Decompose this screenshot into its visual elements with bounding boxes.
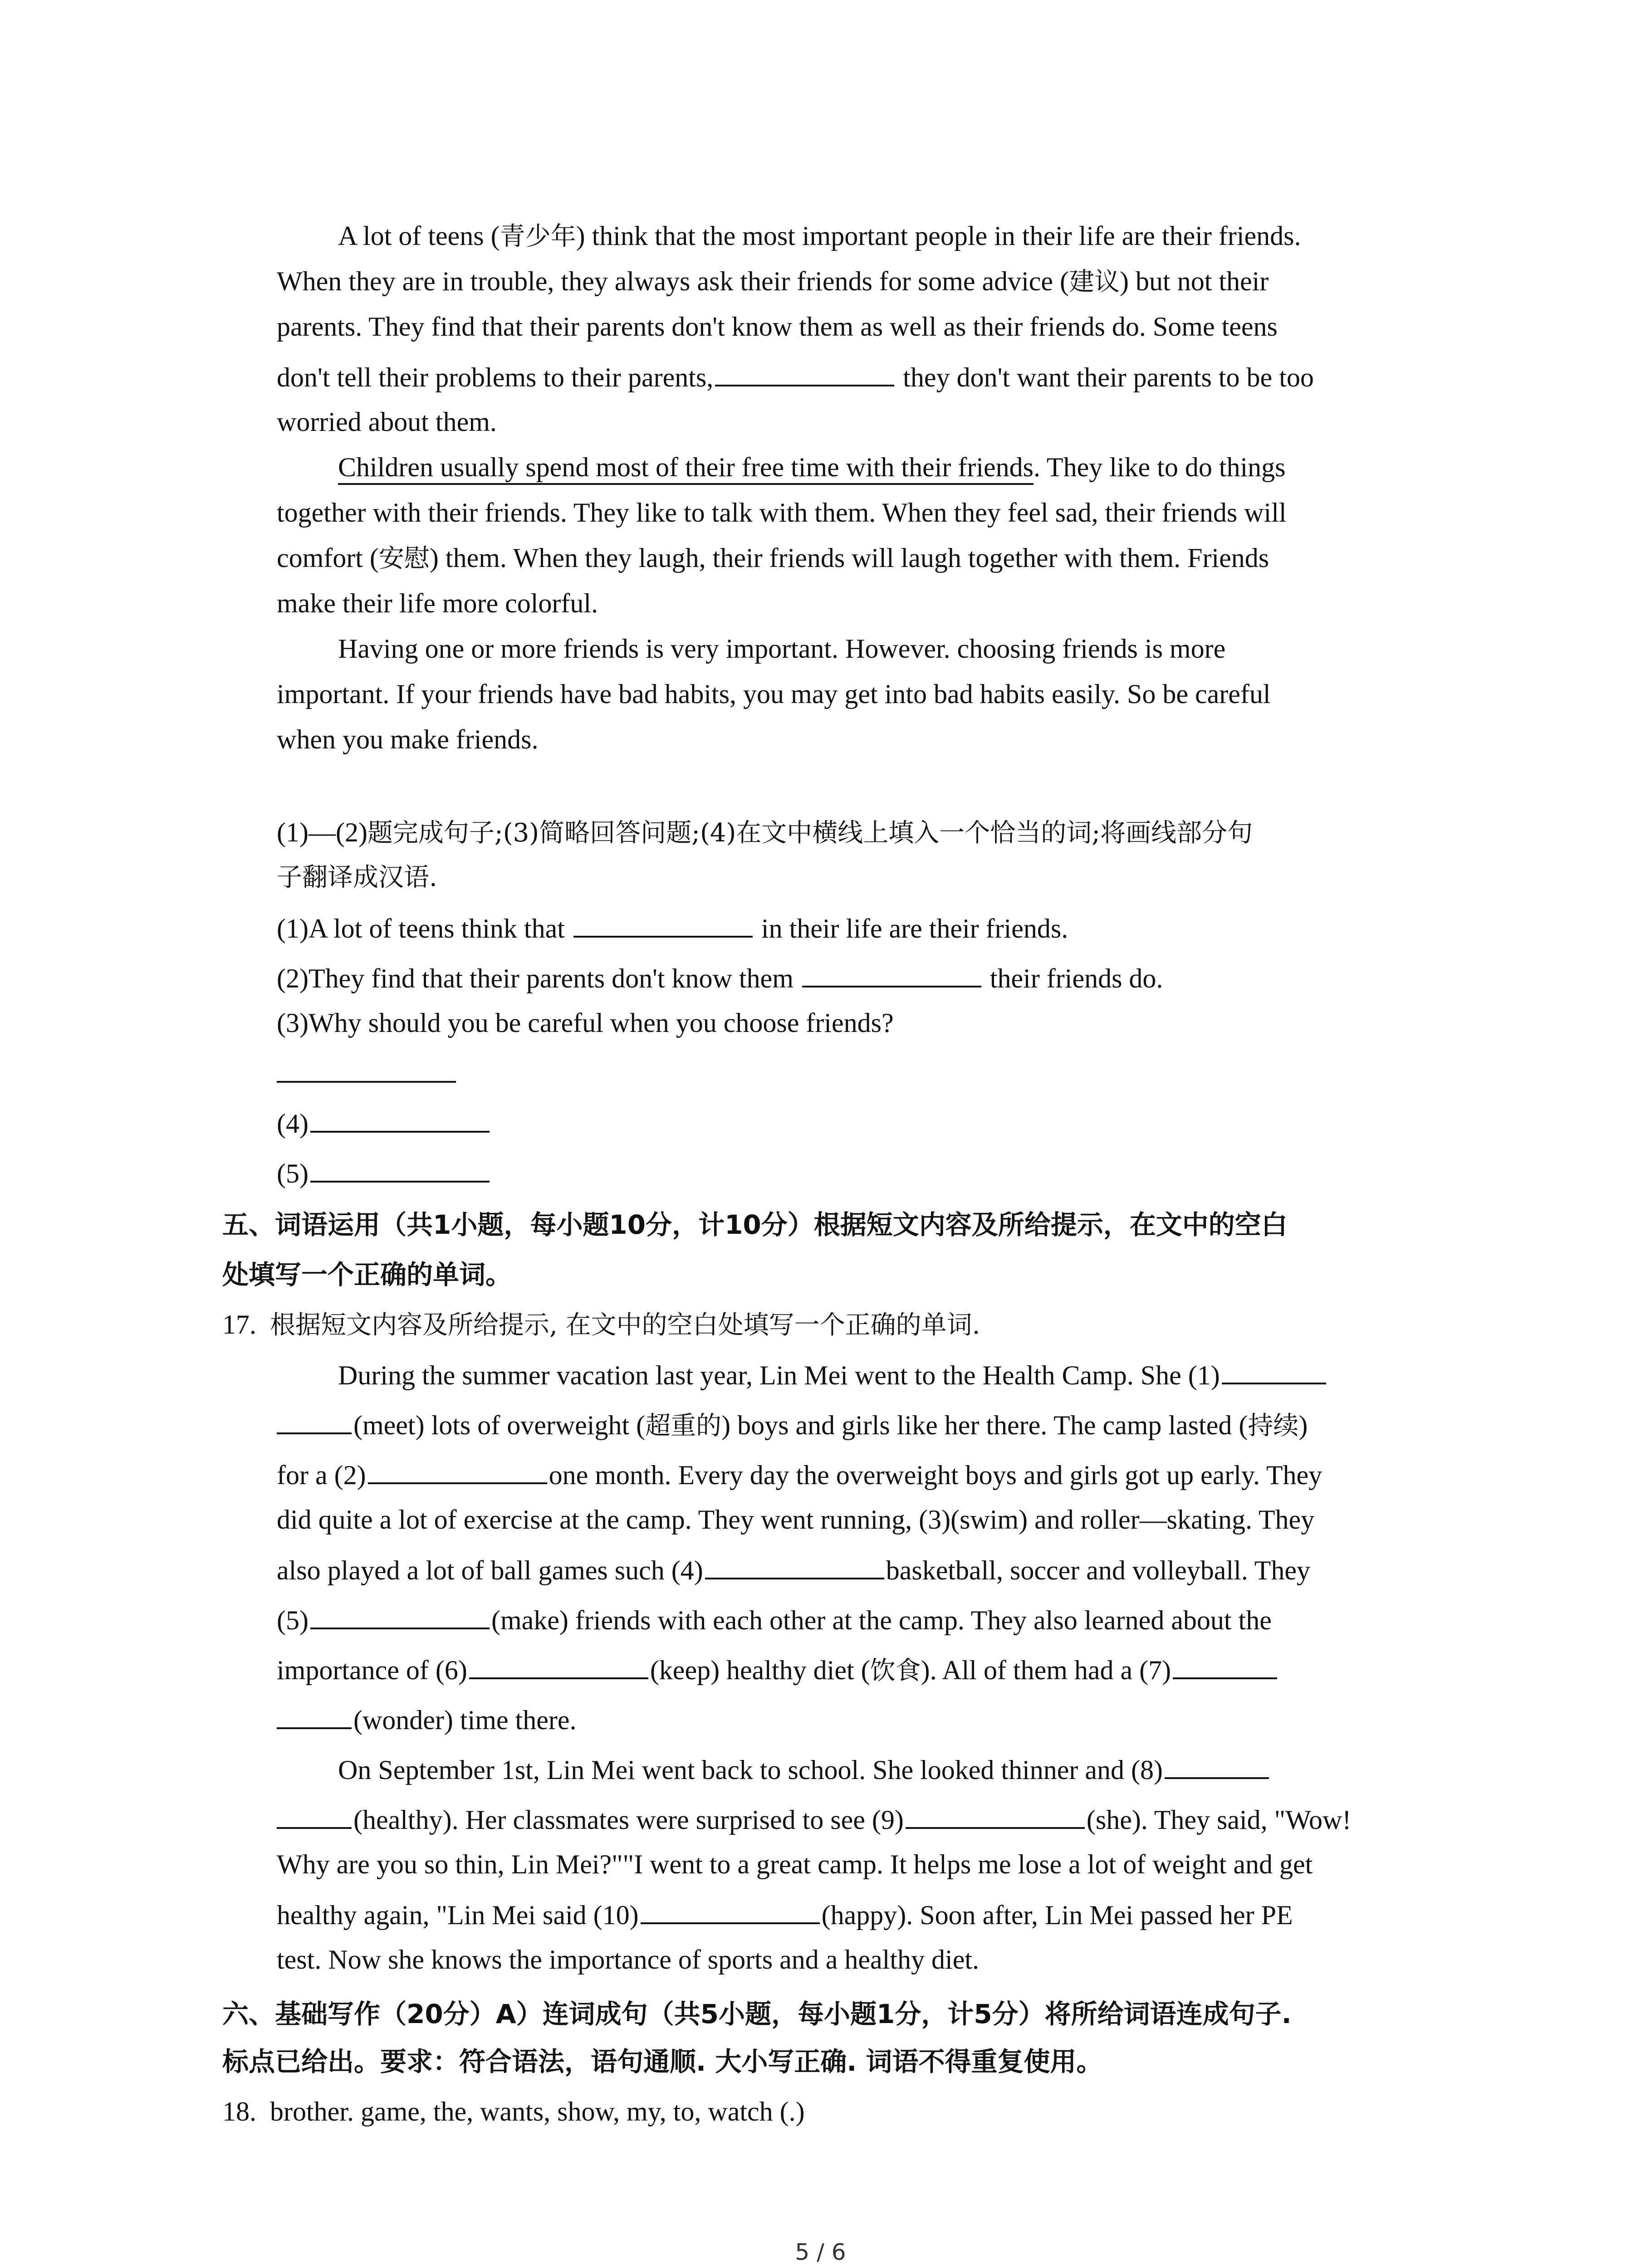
passage-line: did quite a lot of exercise at the camp. They went running, (3)(swim) and roller—skating. They (277, 1505, 1315, 1535)
answer-blank[interactable] (277, 1701, 352, 1729)
instructions-line: 子翻译成汉语. (277, 863, 437, 892)
page-number: 5 / 6 (795, 2239, 846, 2265)
question-1: (1)A lot of teens think that in their life are their friends. (277, 909, 1068, 947)
answer-blank[interactable] (573, 909, 753, 938)
answer-blank[interactable] (277, 1055, 456, 1083)
answer-line-3[interactable] (277, 1055, 456, 1092)
passage-line: also played a lot of ball games such (4) basketball, soccer and volleyball. They (277, 1551, 1310, 1589)
answer-blank[interactable] (1165, 1751, 1269, 1779)
answer-blank[interactable] (641, 1896, 820, 1924)
answer-blank[interactable] (277, 1406, 352, 1434)
instructions-line: (1)—(2)题完成句子;(3)简略回答问题;(4)在文中横线上填入一个恰当的词;将画线部分句 (277, 817, 1253, 848)
answer-blank[interactable] (715, 358, 894, 386)
answer-blank[interactable] (906, 1801, 1085, 1829)
passage-line: Children usually spend most of their free time with their friends. They like to do things (338, 449, 1286, 485)
answer-blank[interactable] (469, 1651, 648, 1679)
question-17-prompt: 17. 根据短文内容及所给提示, 在文中的空白处填写一个正确的单词. (222, 1310, 980, 1340)
passage-line: When they are in trouble, they always ask their friends for some advice (建议) but not their (277, 266, 1269, 297)
passage-line: On September 1st, Lin Mei went back to school. She looked thinner and (8) (338, 1751, 1271, 1788)
answer-blank[interactable] (1173, 1651, 1277, 1679)
passage-line: Why are you so thin, Lin Mei?""I went to a great camp. It helps me lose a lot of weight and get (277, 1849, 1313, 1879)
passage-line: make their life more colorful. (277, 588, 598, 618)
answer-blank[interactable] (310, 1105, 490, 1133)
answer-blank[interactable] (368, 1456, 547, 1484)
passage-line: During the summer vacation last year, Lin Mei went to the Health Camp. She (1) (338, 1356, 1328, 1393)
passage-line: test. Now she knows the importance of sports and a healthy diet. (277, 1945, 979, 1975)
question-3: (3)Why should you be careful when you choose friends? (277, 1008, 894, 1038)
passage-line: worried about them. (277, 407, 497, 437)
passage-line: importance of (6) (keep) healthy diet (饮食). All of them had a (7) (277, 1651, 1279, 1689)
passage-line: healthy again, "Lin Mei said (10) (happy). Soon after, Lin Mei passed her PE (277, 1896, 1293, 1933)
answer-blank[interactable] (310, 1154, 490, 1183)
question-18: 18. brother. game, the, wants, show, my, to, watch (.) (222, 2097, 805, 2126)
passage-line: important. If your friends have bad habits, you may get into bad habits easily. So be careful (277, 679, 1271, 709)
answer-blank[interactable] (802, 959, 981, 987)
passage-line: (5) (make) friends with each other at the camp. They also learned about the (277, 1601, 1272, 1638)
question-2: (2)They find that their parents don't know them their friends do. (277, 959, 1163, 997)
passage-line: together with their friends. They like to talk with them. When they feel sad, their friends will (277, 498, 1287, 528)
passage-line: for a (2) one month. Every day the overweight boys and girls got up early. They (277, 1456, 1322, 1493)
passage-line: (healthy). Her classmates were surprised to see (9) (she). They said, "Wow! (277, 1801, 1351, 1838)
section-heading: 处填写一个正确的单词。 (222, 1259, 512, 1290)
passage-line: when you make friends. (277, 724, 539, 754)
passage-line: A lot of teens (青少年) think that the most important people in their life are their friends. (338, 221, 1301, 251)
passage-line: (wonder) time there. (277, 1701, 576, 1738)
answer-line-4: (4) (277, 1105, 491, 1142)
passage-line: parents. They find that their parents don't know them as well as their friends do. Some teens (277, 312, 1278, 342)
passage-line: Having one or more friends is very important. However. choosing friends is more (338, 634, 1226, 664)
answer-blank[interactable] (705, 1551, 884, 1579)
answer-blank[interactable] (1222, 1356, 1326, 1384)
passage-line: don't tell their problems to their parents, they don't want their parents to be too (277, 358, 1314, 396)
underlined-sentence: Children usually spend most of their free time with their friends (338, 452, 1034, 485)
passage-line: (meet) lots of overweight (超重的) boys and girls like her there. The camp lasted (持续) (277, 1406, 1308, 1444)
section-heading: 标点已给出。要求：符合语法，语句通顺. 大小写正确. 词语不得重复使用。 (222, 2046, 1103, 2077)
answer-line-5: (5) (277, 1154, 491, 1192)
section-heading: 五、词语运用（共1小题，每小题10分，计10分）根据短文内容及所给提示，在文中的空白 (222, 1209, 1288, 1240)
answer-blank[interactable] (277, 1801, 352, 1829)
answer-blank[interactable] (310, 1601, 490, 1629)
passage-line: comfort (安慰) them. When they laugh, their friends will laugh together with them. Friends (277, 543, 1269, 573)
section-heading: 六、基础写作（20分）A）连词成句（共5小题，每小题1分，计5分）将所给词语连成句子. (222, 1999, 1292, 2029)
